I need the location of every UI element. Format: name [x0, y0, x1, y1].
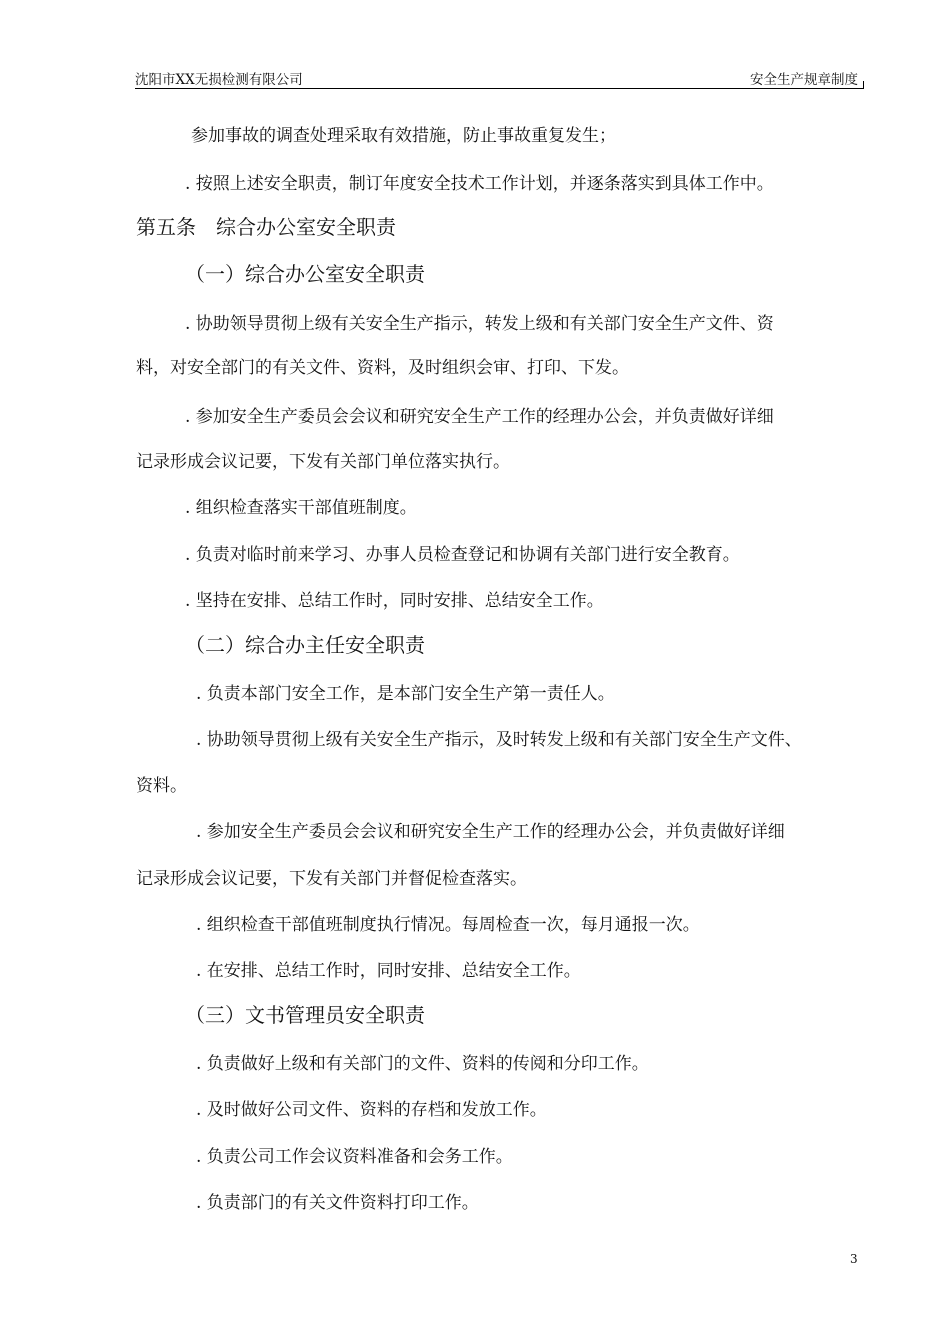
body-line: . 协助领导贯彻上级有关安全生产指示，及时转发上级和有关部门安全生产文件、: [196, 730, 802, 750]
page-number: 3: [850, 1252, 858, 1266]
body-line: 参加事故的调查处理采取有效措施，防止事故重复发生；: [191, 126, 616, 146]
body-line: . 在安排、总结工作时，同时安排、总结安全工作。: [196, 961, 581, 981]
body-line: 料，对安全部门的有关文件、资料，及时组织会审、打印、下发。: [136, 358, 629, 378]
page-header: [135, 68, 864, 90]
body-line: . 坚持在安排、总结工作时，同时安排、总结安全工作。: [185, 591, 604, 611]
body-line: 记录形成会议记要，下发有关部门并督促检查落实。: [136, 869, 527, 889]
body-line: . 及时做好公司文件、资料的存档和发放工作。: [196, 1100, 547, 1120]
body-line: . 组织检查落实干部值班制度。: [185, 498, 417, 518]
body-line: . 协助领导贯彻上级有关安全生产指示，转发上级和有关部门安全生产文件、资: [185, 314, 774, 334]
header-company: 沈阳市XX无损检测有限公司: [135, 72, 303, 88]
body-line: 资料。: [136, 776, 187, 796]
subsection-heading: （三）文书管理员安全职责: [185, 1003, 425, 1027]
body-line: . 参加安全生产委员会会议和研究安全生产工作的经理办公会，并负责做好详细: [185, 407, 774, 427]
body-line: . 负责对临时前来学习、办事人员检查登记和协调有关部门进行安全教育。: [185, 545, 740, 565]
header-rule-tick: [863, 81, 865, 89]
subsection-heading: （一）综合办公室安全职责: [185, 262, 425, 286]
subsection-heading: （二）综合办主任安全职责: [185, 633, 425, 657]
body-line: . 组织检查干部值班制度执行情况。每周检查一次，每月通报一次。: [196, 915, 700, 935]
body-line: . 参加安全生产委员会会议和研究安全生产工作的经理办公会，并负责做好详细: [196, 822, 785, 842]
body-line: . 负责部门的有关文件资料打印工作。: [196, 1193, 479, 1213]
header-rule: [135, 88, 864, 89]
body-line: . 负责公司工作会议资料准备和会务工作。: [196, 1147, 513, 1167]
body-line: . 负责做好上级和有关部门的文件、资料的传阅和分印工作。: [196, 1054, 649, 1074]
body-line: . 按照上述安全职责，制订年度安全技术工作计划，并逐条落实到具体工作中。: [185, 174, 774, 194]
header-doc-title: 安全生产规章制度: [750, 72, 858, 88]
body-line: 记录形成会议记要，下发有关部门单位落实执行。: [136, 452, 510, 472]
body-line: . 负责本部门安全工作，是本部门安全生产第一责任人。: [196, 684, 615, 704]
section-heading: 第五条 综合办公室安全职责: [136, 215, 396, 239]
